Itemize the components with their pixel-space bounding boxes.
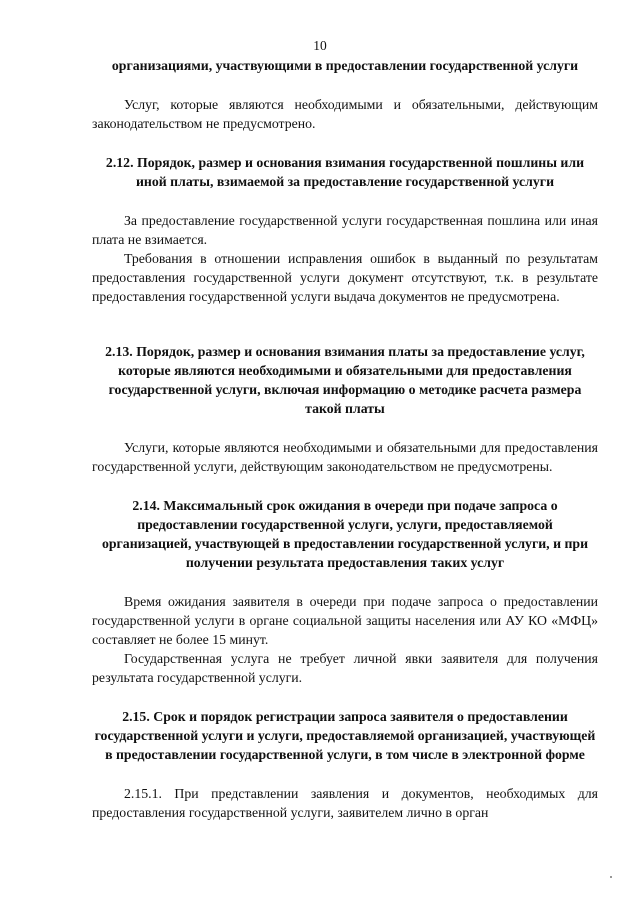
section-heading-2-13: 2.13. Порядок, размер и основания взимания платы за предоставление услуг, которые являются необходимыми и обязательными для предоставления государственной услуги, включая информацию о методике расчета размера такой платы	[105, 344, 585, 416]
intro-paragraph: Услуг, которые являются необходимыми и обязательными, действующим законодательством не предусмотрено.	[92, 97, 598, 131]
paragraph-2-12-1: За предоставление государственной услуги государственная пошлина или иная плата не взимается.	[92, 213, 598, 247]
paragraph-2-13-1: Услуги, которые являются необходимыми и обязательными для предоставления государственной услуги, действующим законодательством не предусмотрены.	[92, 440, 598, 474]
page-number: 10	[313, 38, 327, 53]
continued-section-heading: организациями, участвующими в предоставлении государственной услуги	[111, 58, 579, 73]
paragraph-2-14-1: Время ожидания заявителя в очереди при подаче запроса о предоставлении государственной услуги в органе социальной защиты населения или АУ КО «МФЦ» составляет не более 15 минут.	[92, 594, 598, 647]
paragraph-2-12-2: Требования в отношении исправления ошибок в выданный по результатам предоставления государственной услуги документ отсутствуют, т.к. в результате предоставления государственной услуги выдача документов не предусмотрена.	[92, 251, 598, 304]
document-body	[92, 56, 598, 822]
section-heading-2-15: 2.15. Срок и порядок регистрации запроса заявителя о предоставлении государственной услуги и услуги, предоставляемой организацией, участвующей в предоставлении государственной услуги, в том числе в электронной форме	[94, 709, 596, 762]
section-heading-2-14: 2.14. Максимальный срок ожидания в очереди при подаче запроса о предоставлении государственной услуги, услуги, предоставляемой организацией, участвующей в предоставлении государственной услуги, и при получении результата предоставления таких услуг	[101, 498, 589, 570]
paragraph-2-15-1: 2.15.1. При представлении заявления и документов, необходимых для предоставления государственной услуги, заявителем лично в орган	[92, 786, 598, 820]
scan-speck	[610, 876, 612, 878]
paragraph-2-14-2: Государственная услуга не требует личной явки заявителя для получения результата государственной услуги.	[92, 651, 598, 685]
section-heading-2-12: 2.12. Порядок, размер и основания взимания государственной пошлины или иной платы, взимаемой за предоставление государственной услуги	[105, 155, 585, 189]
